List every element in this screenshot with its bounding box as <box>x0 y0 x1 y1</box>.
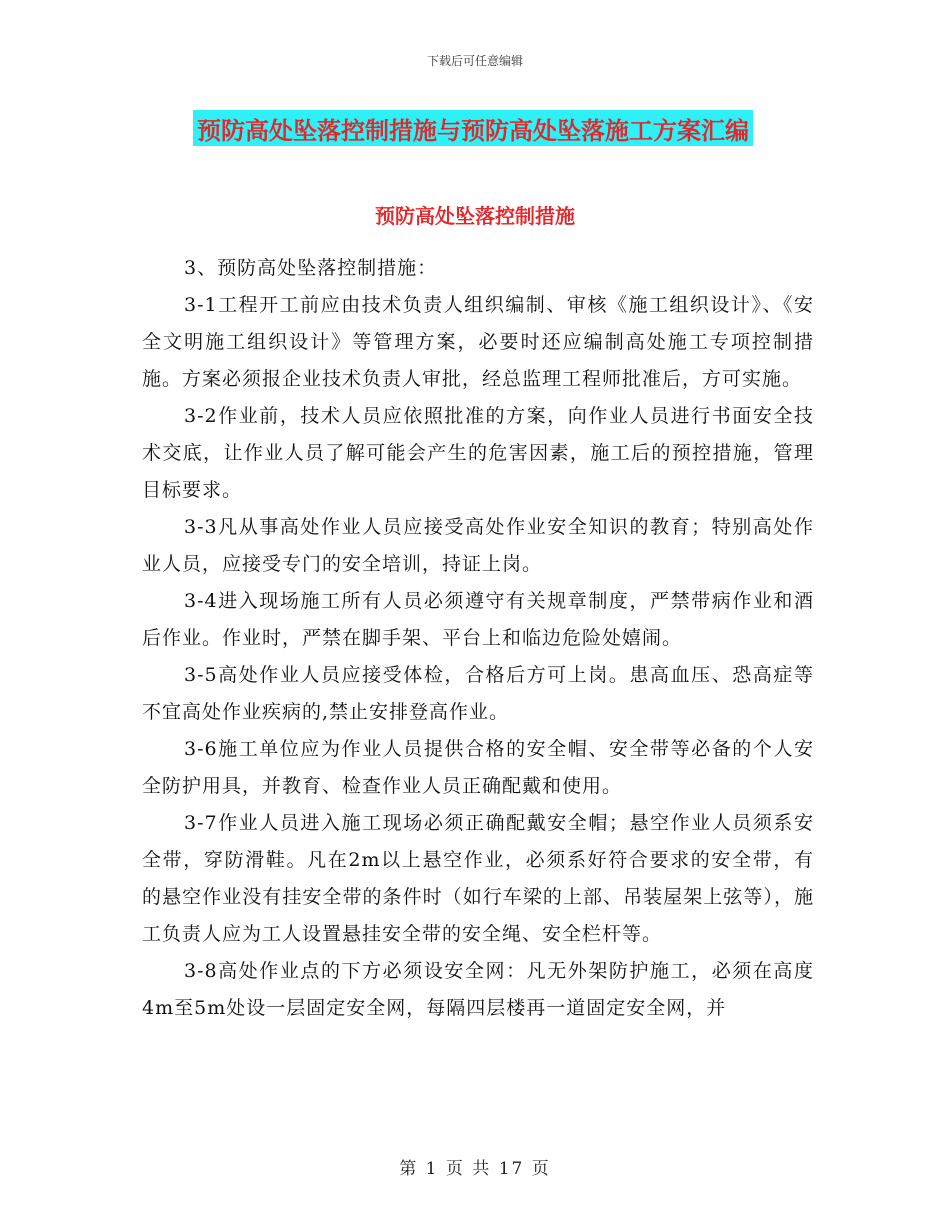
page-number-footer: 第 1 页 共 17 页 <box>399 1159 551 1179</box>
paragraph-3-7: 3-7作业人员进入施工现场必须正确配戴安全帽；悬空作业人员须系安全带，穿防滑鞋。凡在2m以上悬空作业，必须系好符合要求的安全带，有的悬空作业没有挂安全带的条件时（如行车梁的上部、吊装屋架上弦等），施工负责人应为工人设置悬挂安全带的安全绳、安全栏杆等。 <box>142 812 814 945</box>
document-body <box>142 250 814 1027</box>
paragraph-3-1: 3-1工程开工前应由技术负责人组织编制、审核《施工组织设计》、《安全文明施工组织设计》等管理方案，必要时还应编制高处施工专项控制措施。方案必须报企业技术负责人审批，经总监理工程师批准后，方可实施。 <box>142 294 814 390</box>
paragraph-3-8: 3-8高处作业点的下方必须设安全网：凡无外架防护施工，必须在高度4m至5m处设一层固定安全网，每隔四层楼再一道固定安全网，并 <box>142 960 814 1019</box>
paragraph-3-3: 3-3凡从事高处作业人员应接受高处作业安全知识的教育；特别高处作业人员，应接受专门的安全培训，持证上岗。 <box>142 516 814 575</box>
main-title: 预防高处坠落控制措施与预防高处坠落施工方案汇编 <box>197 116 749 145</box>
header-note: 下载后可任意编辑 <box>426 54 523 68</box>
paragraph-intro: 3、预防高处坠落控制措施： <box>184 257 438 279</box>
paragraph-3-6: 3-6施工单位应为作业人员提供合格的安全帽、安全带等必备的个人安全防护用具，并教育、检查作业人员正确配戴和使用。 <box>142 738 814 797</box>
paragraph-3-5: 3-5高处作业人员应接受体检，合格后方可上岗。患高血压、恐高症等不宜高处作业疾病的,禁止安排登高作业。 <box>142 664 814 723</box>
paragraph-3-4: 3-4进入现场施工所有人员必须遵守有关规章制度，严禁带病作业和酒后作业。作业时，严禁在脚手架、平台上和临边危险处嬉闹。 <box>142 590 814 649</box>
section-title: 预防高处坠落控制措施 <box>375 204 575 228</box>
paragraph-3-2: 3-2作业前，技术人员应依照批准的方案，向作业人员进行书面安全技术交底，让作业人员了解可能会产生的危害因素，施工后的预控措施，管理目标要求。 <box>142 405 814 501</box>
main-title-highlight <box>193 110 753 146</box>
